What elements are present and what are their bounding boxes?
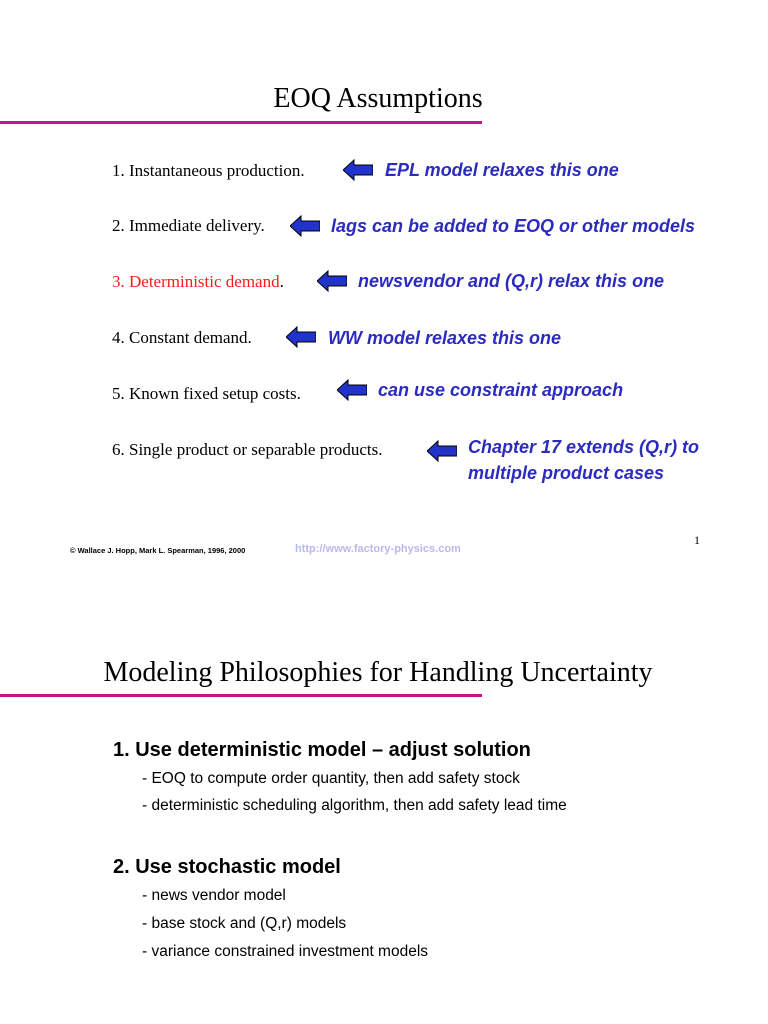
left-arrow-icon: [290, 215, 320, 237]
section-2-bullet: - base stock and (Q,r) models: [142, 915, 347, 932]
left-arrow-icon: [343, 159, 373, 181]
assumption-2-note: lags can be added to EOQ or other models: [331, 216, 696, 236]
assumption-3-suffix: .: [279, 272, 284, 291]
assumption-2: 2. Immediate delivery.: [112, 216, 265, 235]
assumption-3-note: newsvendor and (Q,r) relax this one: [358, 271, 665, 291]
section-1-bullet: - EOQ to compute order quantity, then add safety stock: [142, 770, 520, 787]
assumption-4-note: WW model relaxes this one: [328, 328, 562, 348]
assumption-6-note-line2: multiple product cases: [468, 463, 665, 483]
assumption-3-number: 3.: [112, 272, 129, 291]
assumption-5: 5. Known fixed setup costs.: [112, 384, 301, 403]
section-2-heading: 2. Use stochastic model: [113, 856, 341, 878]
footer-url-link[interactable]: http://www.factory-physics.com: [295, 543, 461, 555]
left-arrow-icon: [317, 270, 347, 292]
assumption-6-note-line1: Chapter 17 extends (Q,r) to: [468, 437, 700, 457]
assumption-4: 4. Constant demand.: [112, 328, 252, 347]
page-number: 1: [694, 533, 700, 547]
title-underline: [0, 121, 482, 124]
section-2-bullet: - news vendor model: [142, 887, 286, 904]
slide1-title: EOQ Assumptions: [273, 83, 483, 114]
section-1-bullet: - deterministic scheduling algorithm, then add safety lead time: [142, 797, 567, 814]
assumption-1-note: EPL model relaxes this one: [385, 160, 619, 180]
left-arrow-icon: [286, 326, 316, 348]
assumption-5-note: can use constraint approach: [378, 380, 624, 400]
assumption-1: 1. Instantaneous production.: [112, 161, 305, 180]
footer-copyright: © Wallace J. Hopp, Mark L. Spearman, 1996, 2000: [70, 546, 246, 555]
title-underline: [0, 694, 482, 697]
slide2-title: Modeling Philosophies for Handling Uncertainty: [103, 657, 653, 688]
section-1-heading: 1. Use deterministic model – adjust solution: [113, 739, 531, 761]
left-arrow-icon: [427, 440, 457, 462]
left-arrow-icon: [337, 379, 367, 401]
assumption-3-highlight: Deterministic demand: [129, 272, 280, 291]
section-2-bullet: - variance constrained investment models: [142, 943, 429, 960]
assumption-6: 6. Single product or separable products.: [112, 440, 383, 459]
assumption-3: [112, 272, 284, 292]
